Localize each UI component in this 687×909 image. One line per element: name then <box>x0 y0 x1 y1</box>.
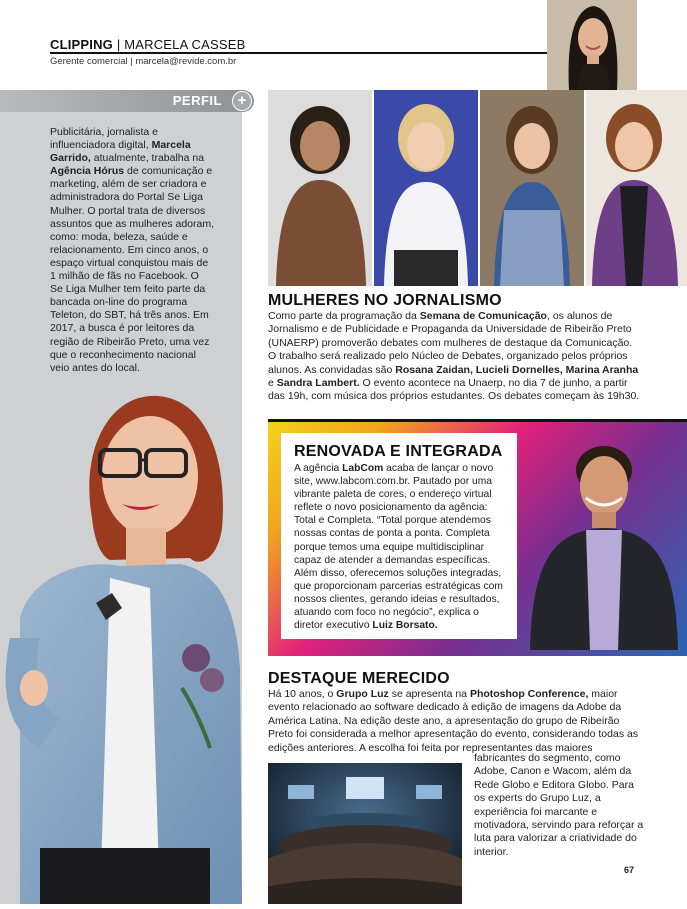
perfil-tab <box>0 90 254 112</box>
page-number: 67 <box>624 865 635 875</box>
renovada-photo <box>524 430 684 650</box>
text-run: Photoshop Conference, <box>469 688 589 700</box>
section-name: CLIPPING <box>50 37 113 52</box>
text-run: Marcela Garrido, <box>50 139 191 165</box>
destaque-text-continued <box>474 752 644 859</box>
text-run: maior evento relacionado ao software dedicado à edição de imagens da Adobe da América Latina. Na edição deste ano, a apresentação do grupo de Ribeirão Preto foi considerada a melhor apresentação do evento, considerando todas as edições anteriores. A escolha foi feita por representantes das maiores <box>268 688 639 754</box>
jornalismo-photos <box>268 90 687 286</box>
text-run: Semana de Comunicação <box>419 310 547 322</box>
text-run: atualmente, trabalha na <box>90 152 205 165</box>
destaque-text <box>268 688 640 755</box>
text-run: de comunicação e marketing, além de ser criadora e administradora do Portal Se Liga Mulher. O portal trata de diversos assuntos que as mulheres adoram, como: moda, beleza, saúde e relacionamento. Em cinco anos, o espaço virtual conquistou mais de 1 milhão de fãs no Facebook. O Se Liga Mulher tem feito parte da bancada on-line do programa Teleton, do SBT, há três anos. Em 2017, a busca é por leitores da região de Ribeirão Preto, uma vez que o reconhecimento nacional veio antes do local. <box>50 165 215 374</box>
renovada-heading: RENOVADA E INTEGRADA <box>294 443 503 460</box>
text-run: O evento acontece na Unaerp, no dia 7 de junho, a partir das 19h, com música dos próprios estudantes. Os debates começam às 19h30. <box>268 377 640 403</box>
plus-circle-icon: + <box>232 91 252 111</box>
text-run: e <box>268 377 277 390</box>
jornalismo-text <box>268 310 640 404</box>
conference-photo <box>268 763 462 904</box>
text-run: Luiz Borsato. <box>372 620 438 632</box>
text-run: se apresenta na <box>388 688 470 700</box>
column-title <box>50 37 246 52</box>
text-run: A agência <box>294 463 343 474</box>
author-photo <box>547 0 637 90</box>
text-run: fabricantes do segmento, como Adobe, Canon e Wacom, além da Rede Globo e Editora Globo. Para os experts do Grupo Luz, a experiência foi marcante e motivadora, servindo para reforçar a luta para valorizar a criatividade do interior. <box>474 752 644 858</box>
text-run: LabCom <box>342 463 384 474</box>
text-run: Grupo Luz <box>336 688 389 700</box>
profile-text <box>50 126 214 375</box>
text-run: , os alunos de Jornalismo e de Publicidade e Propaganda da Universidade de Ribeirão Preto (UNAERP) promoverão debates com mulheres de destaque da Comunicação. O trabalho será realizado pelo Núcleo de Debates, organizado pelos próprios alunos. As convidadas são <box>268 310 633 376</box>
text-run: Sandra Lambert. <box>276 377 360 390</box>
author-subtitle: Gerente comercial | marcela@revide.com.br <box>50 56 237 67</box>
title-separator: | <box>116 37 121 52</box>
author-name: MARCELA CASSEB <box>124 37 246 52</box>
text-run: Publicitária, jornalista e influenciadora digital, <box>50 126 158 152</box>
perfil-label: PERFIL <box>172 93 222 108</box>
jornalismo-heading: MULHERES NO JORNALISMO <box>268 292 502 309</box>
profile-photo <box>0 388 242 904</box>
renovada-text <box>294 462 508 632</box>
destaque-heading: DESTAQUE MERECIDO <box>268 670 450 687</box>
text-run: Rosana Zaidan, Lucieli Dornelles, Marina Aranha <box>395 363 639 376</box>
text-run: acaba de lançar o novo site, www.labcom.com.br. Pautado por uma vibrante paleta de cores, o endereço virtual reflete o novo posicionamento da agência: Total e Completa. “Total porque atendemos nossas contas de ponta a ponta. Completa porque temos uma equipe multidisciplinar capaz de atender a demandas específicas. Além disso, oferecemos soluções integradas, que proporcionam parcerias estratégicas com nossos clientes, gerando ideias e resultados, atuando com foco no negócio”, explica o diretor executivo <box>294 463 503 632</box>
header-rule <box>50 52 547 54</box>
text-run: Agência Hórus <box>50 165 125 178</box>
text-run: Como parte da programação da <box>268 310 420 322</box>
text-run: Há 10 anos, o <box>268 688 337 700</box>
